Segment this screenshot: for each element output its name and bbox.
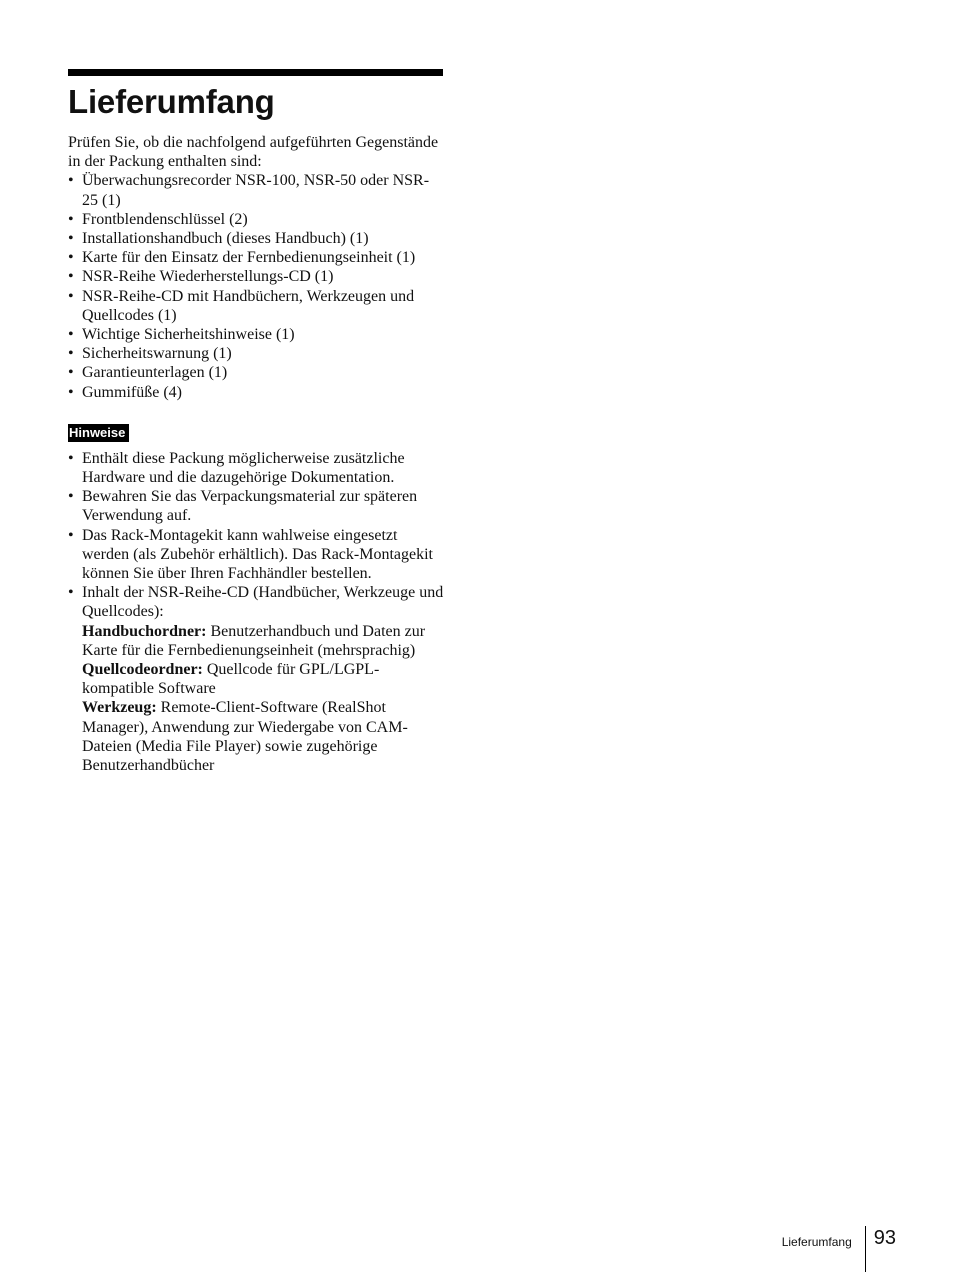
cd-contents-intro: • Inhalt der NSR-Reihe-CD (Handbücher, Werkzeuge und Quellcodes): <box>82 584 444 621</box>
cd-entry-desc: Quellcode für GPL/LGPL-kompatible Software <box>82 661 380 698</box>
contents-list <box>68 171 444 401</box>
cd-entry-term: Handbuchordner: <box>82 622 207 640</box>
list-item: • Wichtige Sicherheitshinweise (1) <box>68 325 444 344</box>
list-item: • Garantieunterlagen (1) <box>68 363 444 382</box>
list-item: • Überwachungsrecorder NSR-100, NSR-50 oder NSR-25 (1) <box>68 171 444 209</box>
intro-text: Prüfen Sie, ob die nachfolgend aufgeführten Gegenstände in der Packung enthalten sind: <box>68 134 439 171</box>
footer-divider <box>865 1226 866 1272</box>
cd-entry-desc: Benutzerhandbuch und Daten zur Karte für die Fernbedienungseinheit (mehrsprachig) <box>82 622 426 659</box>
list-item: • NSR-Reihe Wiederherstellungs-CD (1) <box>68 267 444 286</box>
cd-entry-tools <box>82 698 444 775</box>
cd-entry-manuals <box>82 622 444 660</box>
page-title: Lieferumfang <box>68 83 275 120</box>
footer-section-label: Lieferumfang <box>781 1235 852 1249</box>
title-rule <box>68 69 443 76</box>
notes-label: Hinweise <box>68 424 129 442</box>
list-item: • Installationshandbuch (dieses Handbuch) (1) <box>68 229 444 248</box>
list-item: • Sicherheitswarnung (1) <box>68 344 444 363</box>
note-item-cd-contents <box>68 583 444 775</box>
list-item: • Frontblendenschlüssel (2) <box>68 210 444 229</box>
page-footer <box>782 1226 896 1272</box>
notes-list <box>68 449 444 775</box>
list-item: • Gummifüße (4) <box>68 383 444 402</box>
list-item: • Karte für den Einsatz der Fernbedienungseinheit (1) <box>68 248 444 267</box>
note-item: • Bewahren Sie das Verpackungsmaterial zur späteren Verwendung auf. <box>68 487 444 525</box>
note-item: • Das Rack-Montagekit kann wahlweise eingesetzt werden (als Zubehör erhältlich). Das Rack-Montagekit können Sie über Ihren Fachhändler bestellen. <box>68 526 444 584</box>
page-number: 93 <box>873 1227 896 1249</box>
note-item: • Enthält diese Packung möglicherweise zusätzliche Hardware und die dazugehörige Dokumentation. <box>68 449 444 487</box>
list-item: • NSR-Reihe-CD mit Handbüchern, Werkzeugen und Quellcodes (1) <box>68 287 444 325</box>
cd-entry-desc: Remote-Client-Software (RealShot Manager), Anwendung zur Wiedergabe von CAM-Dateien (Media File Player) sowie zugehörige Benutzerhandbücher <box>82 699 408 775</box>
main-column <box>68 69 444 775</box>
cd-entry-term: Werkzeug: <box>82 699 157 717</box>
cd-entry-term: Quellcodeordner: <box>82 661 203 679</box>
cd-entry-sourcecode <box>82 660 444 698</box>
